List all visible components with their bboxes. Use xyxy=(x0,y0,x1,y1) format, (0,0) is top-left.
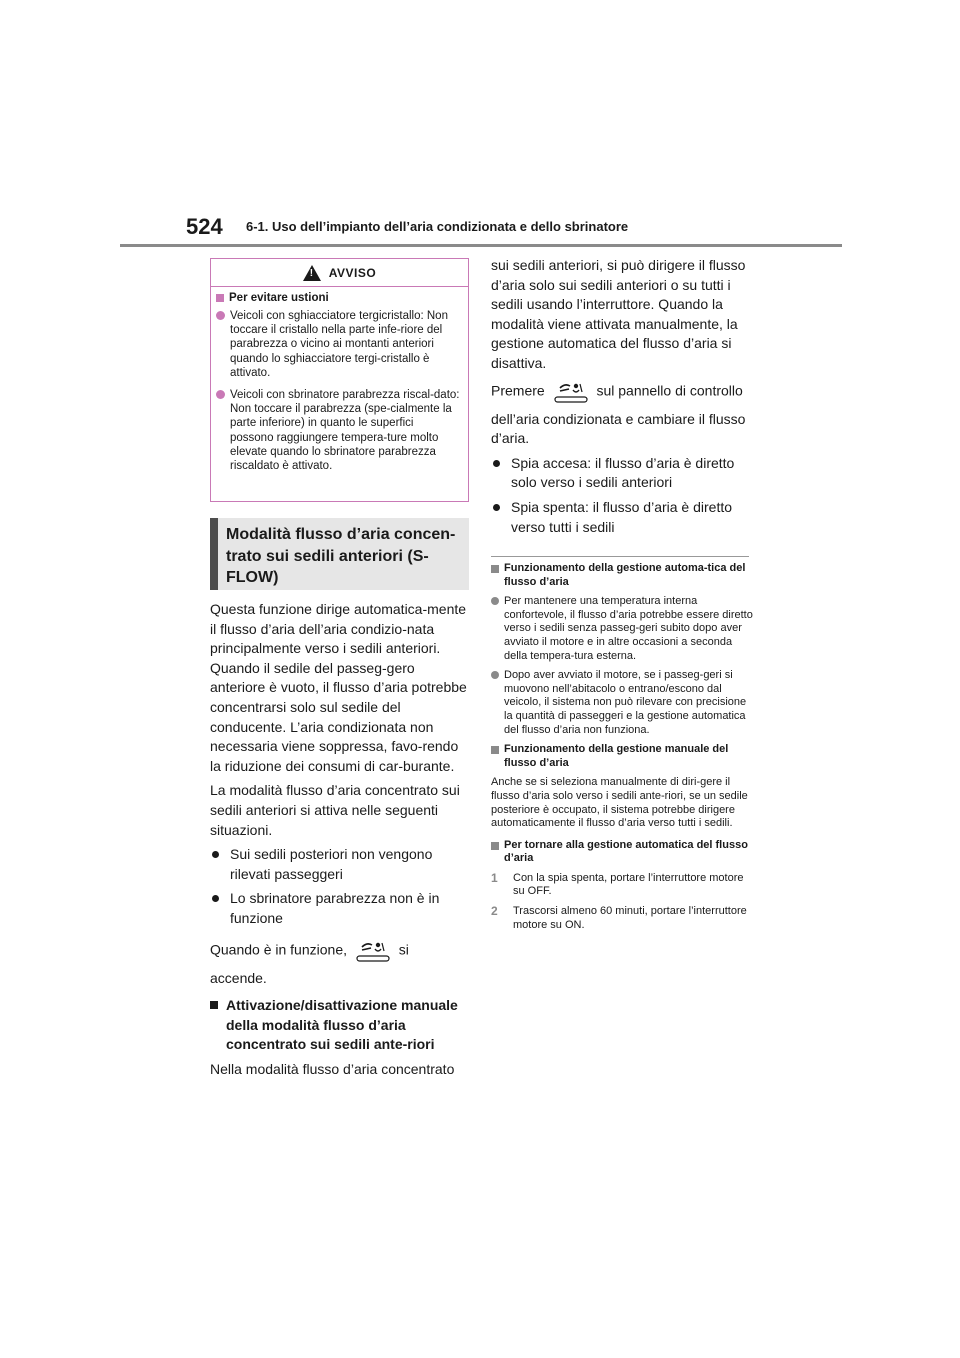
warning-header xyxy=(211,259,468,287)
warning-item-text: Veicoli con sghiacciatore tergicristallo: Non toccare il cristallo nella parte infe-riore del parabrezza o vicino ai montanti anteriori quando lo sghiacciatore tergi-cristallo è attivato. xyxy=(230,310,448,379)
divider xyxy=(491,556,749,557)
square-bullet-icon xyxy=(491,565,499,573)
paragraph: accende. xyxy=(210,969,267,986)
warning-icon xyxy=(303,265,321,281)
note-item xyxy=(491,595,753,663)
warning-box xyxy=(210,258,469,502)
sub-heading xyxy=(210,996,472,1055)
left-column xyxy=(210,600,472,1084)
right-column xyxy=(491,256,753,542)
paragraph: sui sedili anteriori, si può dirigere il flusso d’aria solo sui sedili anteriori o su tutti i sedili usando l’interruttore. Quando la modalità viene attivata manualmente, la gestione automatica del flusso d’aria si disattiva. xyxy=(491,257,746,371)
paragraph xyxy=(491,380,753,404)
step-number: 1 xyxy=(491,870,498,885)
paragraph: Nella modalità flusso d’aria concentrato xyxy=(210,1060,455,1077)
note-item-text: Per mantenere una temperatura interna confortevole, il flusso d’aria potrebbe essere diretto verso i sedili senza passeg-geri subito dopo aver avviato il motore e in altre occasioni a seconda della tempera-tura esterna. xyxy=(504,595,753,662)
paragraph: Questa funzione dirige automatica-mente il flusso d’aria dell’aria condizio-nata principalmente verso i sedili anteriori. Quando il sedile del passeg-gero anteriore è vuoto, il flusso d’aria potrebbe concentrarsi solo sul sedile del conducente. L’aria condizionata non necessaria viene soppressa, favo-rendo la riduzione dei consumi di car-burante. xyxy=(210,601,467,774)
warning-heading xyxy=(216,292,460,304)
square-bullet-icon xyxy=(491,746,499,754)
warning-heading-text: Per evitare ustioni xyxy=(229,292,329,304)
page-number: 524 xyxy=(186,214,223,239)
step-text: Trascorsi almeno 60 minuti, portare l’interruttore motore su ON. xyxy=(513,905,747,931)
section-heading-text: Modalità flusso d’aria concen-trato sui sedili anteriori (S-FLOW) xyxy=(226,526,456,586)
notes-section xyxy=(491,562,753,938)
square-bullet-icon xyxy=(491,842,499,850)
bullet-icon xyxy=(493,460,500,467)
circle-bullet-icon xyxy=(216,390,225,399)
text-span: sul pannello di controllo xyxy=(596,382,743,399)
circle-bullet-icon xyxy=(491,597,499,605)
text-span: si xyxy=(398,941,409,958)
bullet-item xyxy=(210,845,472,884)
note-item-text: Dopo aver avviato il motore, se i passeg-geri si muovono nell’abitacolo o entrano/escono dal veicolo, il sistema non può rilevare con precisione la quantità di passeggeri e la gestione automatica del flusso d’aria non funziona. xyxy=(504,669,747,736)
warning-item xyxy=(216,388,460,473)
square-bullet-icon xyxy=(210,1001,218,1009)
bullet-item xyxy=(491,498,753,537)
bullet-text: Spia spenta: il flusso d’aria è diretto verso tutti i sedili xyxy=(511,498,733,535)
note-heading xyxy=(491,562,753,589)
step-number: 2 xyxy=(491,904,498,919)
note-heading xyxy=(491,743,753,770)
paragraph: La modalità flusso d’aria concentrato sui sedili anteriori si attiva nelle seguenti situazioni. xyxy=(210,782,460,838)
warning-item-text: Veicoli con sbrinatore parabrezza riscal-dato: Non toccare il parabrezza (spe-cialmente la parte inferiore) in quanto le superfici possono raggiungere tempera-ture molto elevate quando lo sbrinatore parabrezza riscaldato è attivato. xyxy=(230,389,460,473)
warning-label: AVVISO xyxy=(328,265,377,280)
bullet-item xyxy=(491,454,753,493)
bullet-text: Spia accesa: il flusso d’aria è diretto solo verso i sedili anteriori xyxy=(511,454,735,491)
note-heading-text: Per tornare alla gestione automatica del flusso d’aria xyxy=(504,838,748,865)
step-text: Con la spia spenta, portare l’interruttore motore su OFF. xyxy=(513,871,744,898)
note-heading-text: Funzionamento della gestione manuale del flusso d’aria xyxy=(504,743,729,769)
circle-bullet-icon xyxy=(491,671,499,679)
bullet-text: Sui sedili posteriori non vengono rilevati passeggeri xyxy=(230,846,433,882)
note-heading xyxy=(491,839,753,866)
note-step xyxy=(491,905,753,932)
note-heading-text: Funzionamento della gestione automa-tica del flusso d’aria xyxy=(504,562,746,588)
sub-heading-text: Attivazione/disattivazione manuale della modalità flusso d’aria concentrato sui sedili ante-riori xyxy=(226,997,458,1053)
note-step xyxy=(491,872,753,899)
bullet-icon xyxy=(212,895,219,902)
bullet-icon xyxy=(493,504,500,511)
text-span: Premere xyxy=(491,382,545,399)
bullet-item xyxy=(210,889,472,928)
note-paragraph: Anche se si seleziona manualmente di diri-gere il flusso d’aria solo verso i sedili ante-riori, se un sedile posteriore è occupato, il sistema potrebbe dirigere automaticamente il flusso d’aria verso tutti i sedili. xyxy=(491,776,748,830)
warning-body xyxy=(211,287,468,473)
s-flow-switch-icon xyxy=(354,939,392,963)
bullet-icon xyxy=(212,851,219,858)
warning-item xyxy=(216,309,460,380)
text-span: Quando è in funzione, xyxy=(210,941,347,958)
bullet-text: Lo sbrinatore parabrezza non è in funzione xyxy=(230,890,440,926)
circle-bullet-icon xyxy=(216,311,225,320)
square-bullet-icon xyxy=(216,294,224,302)
paragraph: dell’aria condizionata e cambiare il flusso d’aria. xyxy=(491,410,746,447)
section-heading xyxy=(210,518,469,590)
header-title: 6-1. Uso dell’impianto dell’aria condizionata e dello sbrinatore xyxy=(246,219,629,234)
s-flow-switch-icon xyxy=(552,380,590,404)
paragraph xyxy=(210,939,472,963)
header-rule xyxy=(120,244,842,247)
note-item xyxy=(491,669,753,737)
